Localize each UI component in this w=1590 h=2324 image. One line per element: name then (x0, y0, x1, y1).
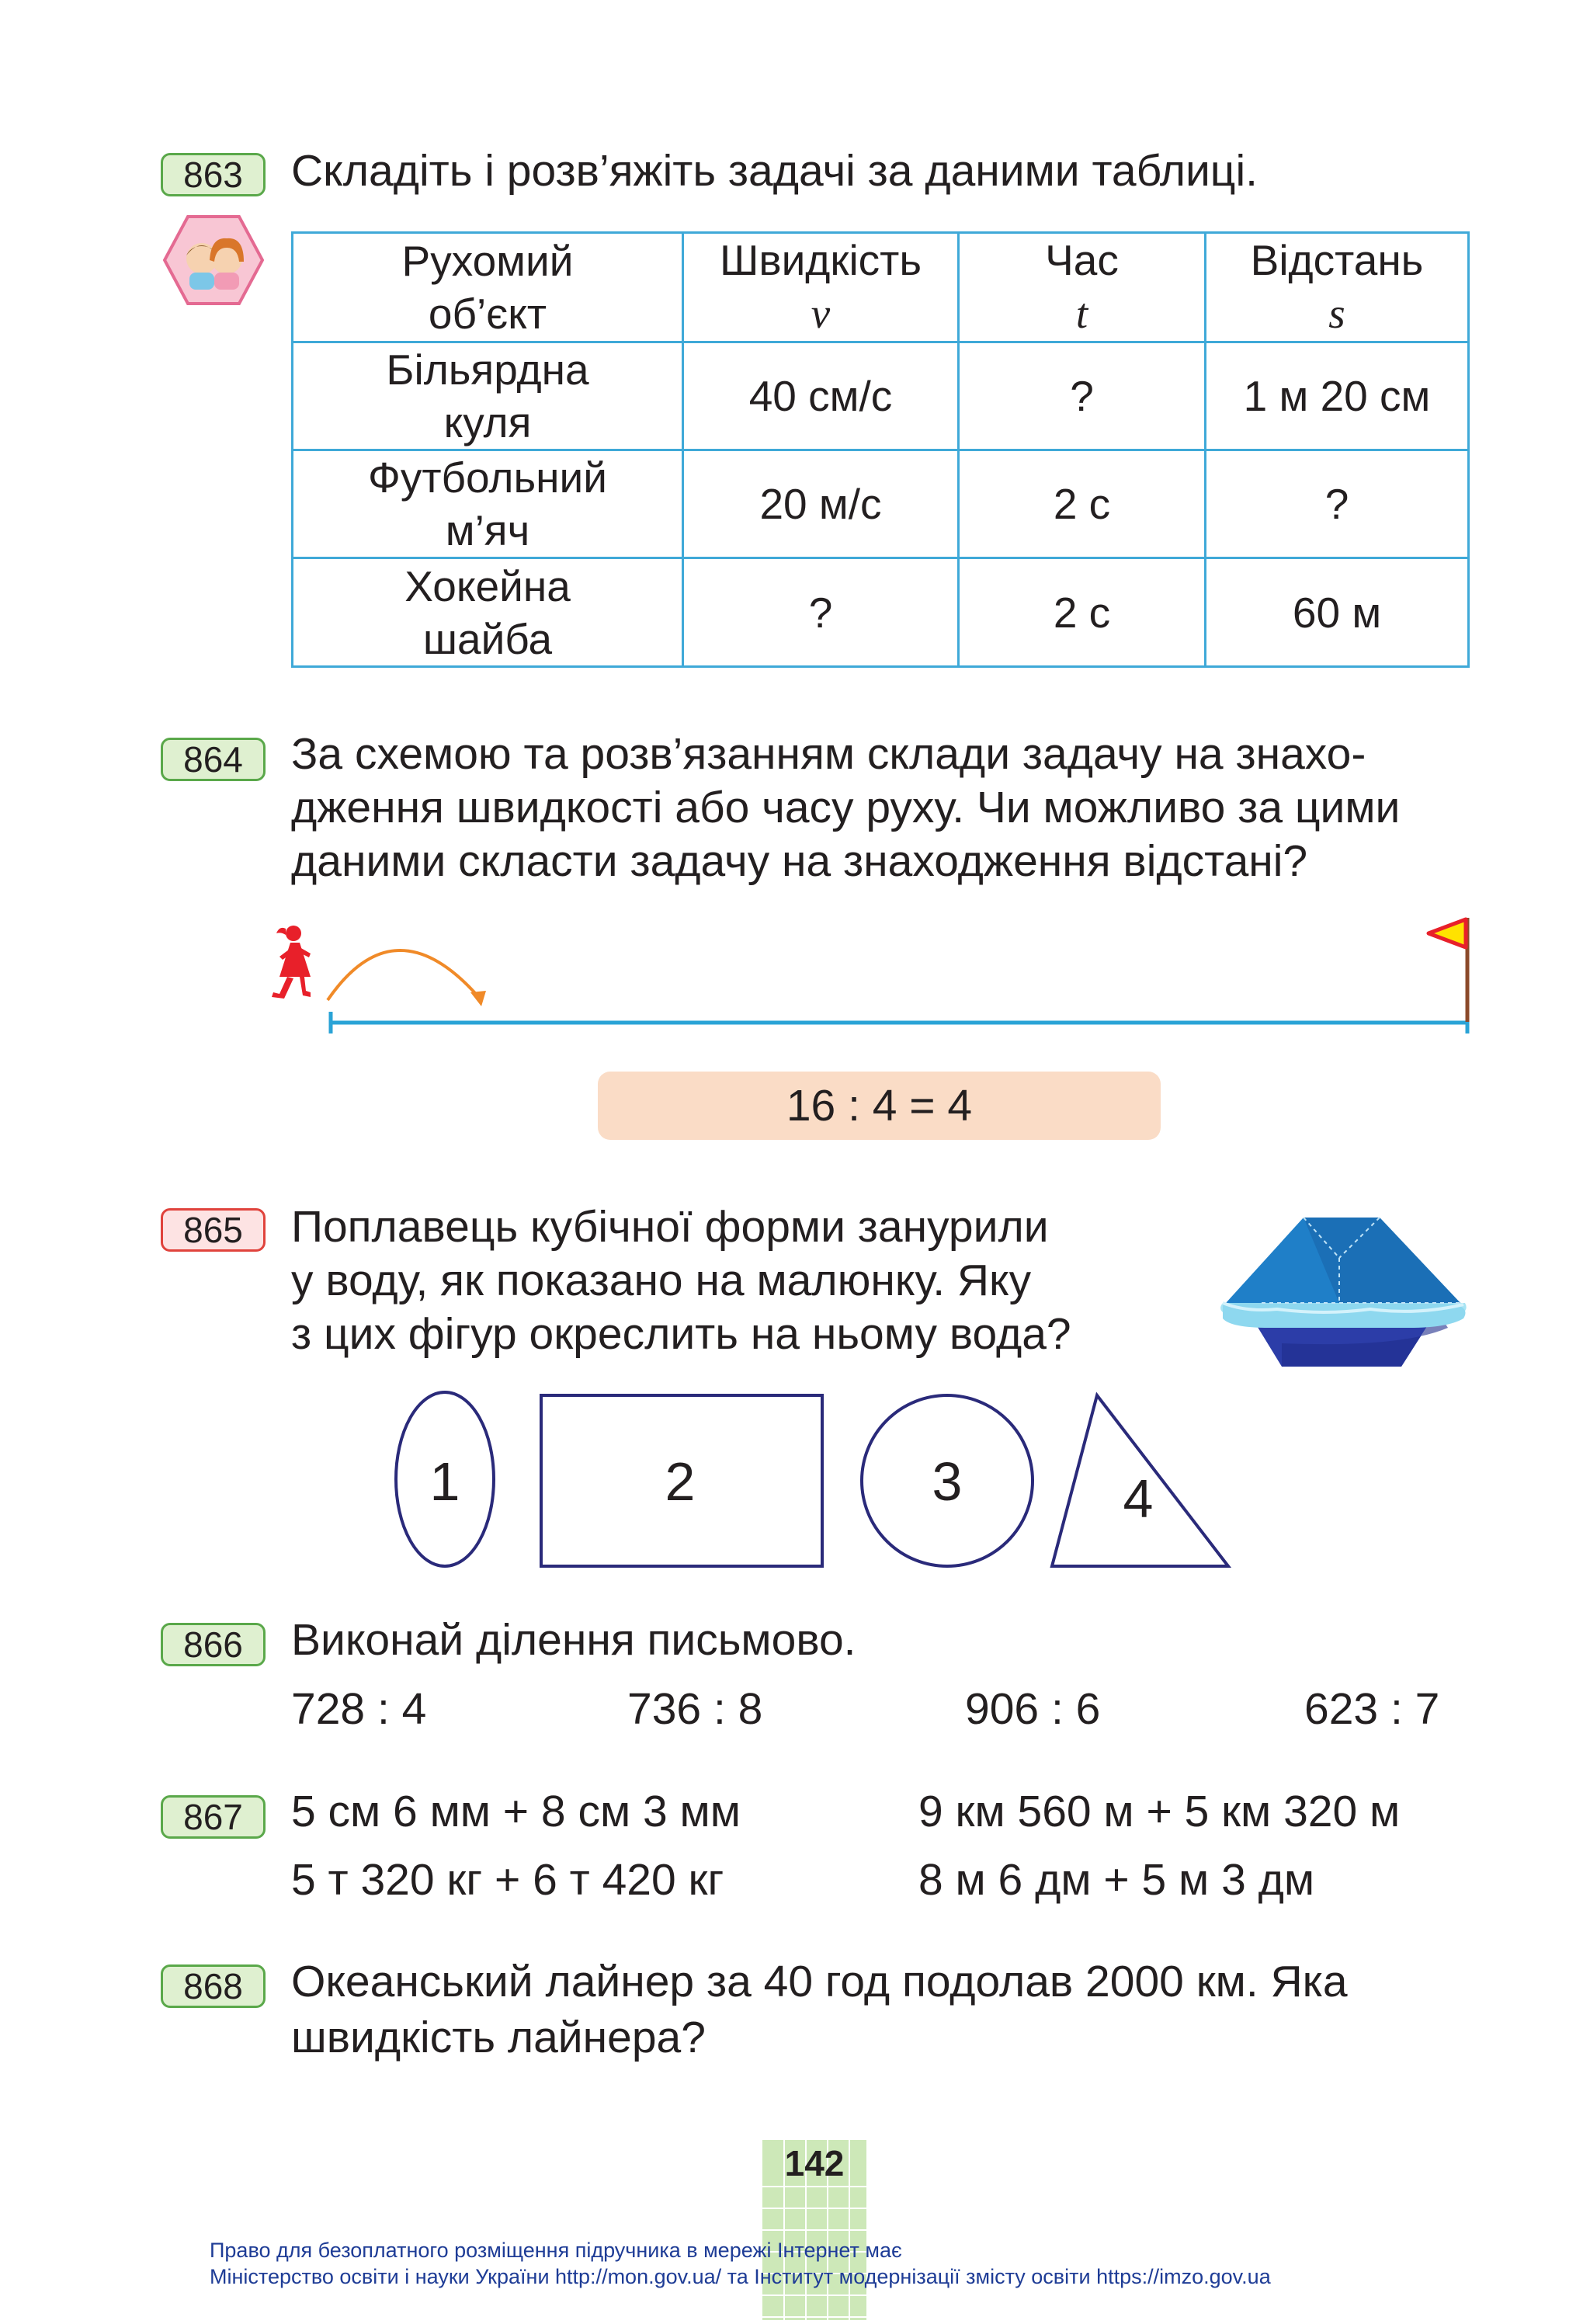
table-header-row (293, 233, 1469, 342)
task-number-864: 864 (161, 738, 266, 781)
task-864-line: За схемою та розв’язанням склади задачу на знахо- (291, 729, 1366, 779)
division-expression: 736 : 8 (627, 1684, 763, 1734)
table-header-cell: Відстань s (1206, 233, 1469, 342)
figure-label-2: 2 (665, 1451, 696, 1512)
task-868-line: Океанський лайнер за 40 год подолав 2000 км. Яка (291, 1957, 1348, 2006)
formula-box: 16 : 4 = 4 (598, 1072, 1161, 1140)
task-number-866: 866 (161, 1623, 266, 1666)
addition-expression: 5 т 320 кг + 6 т 420 кг (291, 1855, 724, 1905)
figure-label-1: 1 (429, 1451, 460, 1512)
table-cell-object: Більярдна куля (293, 342, 683, 450)
footer-line-1: Право для безоплатного розміщення підручника в мережі Інтернет має (210, 2239, 902, 2262)
table-header-cell: Рухомий об’єкт (293, 233, 683, 342)
task-number-868: 868 (161, 1964, 266, 2008)
division-expression: 728 : 4 (291, 1684, 427, 1734)
cube-float-icon (1215, 1211, 1471, 1370)
figure-label-4: 4 (1123, 1468, 1154, 1529)
task-865-line: у воду, як показано на малюнку. Яку (291, 1256, 1032, 1305)
table-header-cell: Час t (959, 233, 1206, 342)
addition-expression: 9 км 560 м + 5 км 320 м (918, 1787, 1401, 1836)
table-cell-distance: 60 м (1206, 558, 1469, 667)
table-cell-speed: 40 см/с (683, 342, 959, 450)
table-cell-object: Футбольний м’яч (293, 450, 683, 558)
table-row (293, 342, 1469, 450)
addition-expression: 8 м 6 дм + 5 м 3 дм (918, 1855, 1315, 1905)
division-expression: 906 : 6 (965, 1684, 1101, 1734)
task-866-text: Виконай ділення письмово. (291, 1615, 856, 1665)
pair-work-icon (163, 214, 264, 307)
task-865-line: Поплавець кубічної форми занурили (291, 1202, 1049, 1252)
figure-label-3: 3 (932, 1451, 963, 1512)
table-cell-distance: ? (1206, 450, 1469, 558)
task-number-863: 863 (161, 153, 266, 196)
task-868-line: швидкість лайнера? (291, 2013, 706, 2062)
task-864-line: даними скласти задачу на знаходження відстані? (291, 836, 1308, 886)
task-number-867: 867 (161, 1795, 266, 1839)
task-number-865: 865 (161, 1208, 266, 1252)
table-cell-time: ? (959, 342, 1206, 450)
table-cell-time: 2 с (959, 558, 1206, 667)
table-cell-object: Хокейна шайба (293, 558, 683, 667)
addition-expression: 5 см 6 мм + 8 см 3 мм (291, 1787, 741, 1836)
task-865-line: з цих фігур окреслить на ньому вода? (291, 1309, 1071, 1359)
table-cell-distance: 1 м 20 см (1206, 342, 1469, 450)
finish-flag-icon (1429, 918, 1467, 1022)
division-expression: 623 : 7 (1304, 1684, 1440, 1734)
running-girl-icon (272, 926, 311, 999)
motion-scheme (256, 908, 1475, 1040)
page-number: 142 (784, 2143, 845, 2183)
table-cell-time: 2 с (959, 450, 1206, 558)
task-864-line: дження швидкості або часу руху. Чи можливо за цими (291, 783, 1401, 832)
task-863-table (291, 231, 1470, 668)
task-863-text: Складіть і розв’яжіть задачі за даними таблиці. (291, 146, 1258, 196)
table-row (293, 558, 1469, 667)
table-header-cell: Швидкість v (683, 233, 959, 342)
table-cell-speed: 20 м/с (683, 450, 959, 558)
footer-line-2: Міністерство освіти і науки України http://mon.gov.ua/ та Інститут модернізації змісту освіти https://imzo.gov.ua (210, 2265, 1271, 2288)
table-row (293, 450, 1469, 558)
table-cell-speed: ? (683, 558, 959, 667)
